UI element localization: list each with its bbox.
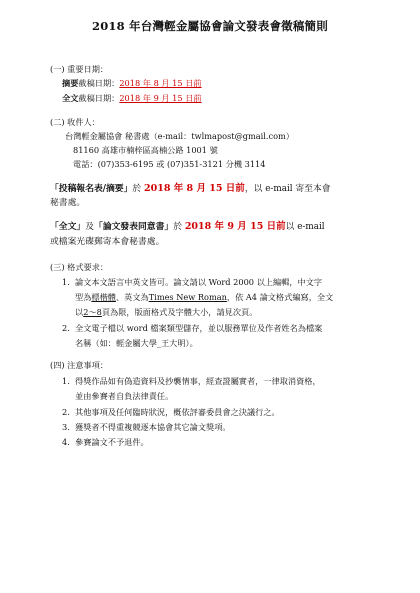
format-item-2-number: 2. <box>62 323 70 333</box>
fulltext-submission-note <box>50 221 325 233</box>
page-limit: 2～8 <box>83 307 102 317</box>
format-item-1-line1: 論文本文語言中英文皆可。論文請以 Word 2000 以上編輯，中文字 <box>75 277 323 287</box>
fulltext-doc-name: 「全文」 <box>50 222 86 232</box>
section-important-dates-header: (一) 重要日期： <box>50 64 109 74</box>
chinese-font-name: 標楷體 <box>91 292 116 302</box>
text-yu: 於 <box>173 222 183 232</box>
format-item-2-line2: 名稱（如：輕金屬大學_王大明）。 <box>75 338 198 348</box>
fulltext-submission-note-line2: 或檔案光碟郵寄本會秘書處。 <box>50 237 165 247</box>
section-recipient-header: (二) 收件人： <box>50 117 100 127</box>
fulltext-submission-rest: 以 e-mail <box>285 222 325 232</box>
text-yu: 於 <box>132 184 142 194</box>
abstract-submission-note-line2: 秘書處。 <box>50 198 86 208</box>
abstract-submission-date: 2018 年 8 月 15 日前 <box>144 183 245 194</box>
text-fragment: 頁為限，版面格式及字體大小，請見次頁。 <box>101 307 258 317</box>
fulltext-deadline <box>62 93 202 103</box>
notes-item-1-number: 1. <box>62 376 70 386</box>
text-fragment: 、英文為 <box>115 292 149 302</box>
abstract-label: 摘要 <box>62 78 79 88</box>
format-item-1-line3 <box>75 307 257 317</box>
format-item-1-number: 1. <box>62 277 70 287</box>
text-fragment: ，依 A4 論文格式編寫，全文 <box>226 292 334 302</box>
fulltext-submission-date: 2018 年 9 月 15 日前 <box>184 221 286 232</box>
section-format-header: (三) 格式要求： <box>50 262 109 272</box>
consent-form-name: 「論文發表同意書」 <box>94 222 174 232</box>
section-notes-header: (四) 注意事項： <box>50 360 109 370</box>
notes-item-3-line1: 獲獎者不得重複競逐本協會其它論文獎項。 <box>75 422 231 432</box>
abstract-form-name: 「投稿報名表/摘要」 <box>50 184 133 194</box>
abstract-submission-note <box>50 183 331 195</box>
fulltext-deadline-text: 截稿日期： <box>78 93 120 103</box>
notes-item-2-number: 2. <box>62 407 70 417</box>
abstract-deadline-date: 2018 年 8 月 15 日前 <box>119 78 202 88</box>
recipient-phone: 電話：(07)353-6195 或 (07)351-3121 分機 3114 <box>73 159 266 169</box>
notes-item-4-line1: 參賽論文不予退件。 <box>75 437 149 447</box>
abstract-deadline <box>62 78 202 88</box>
format-item-1-line2 <box>75 292 333 302</box>
english-font-name: Times New Roman <box>148 292 227 302</box>
fulltext-label: 全文 <box>62 93 79 103</box>
page-title: 2018 年台灣輕金屬協會論文發表會徵稿簡則 <box>92 19 328 33</box>
text-ji: 及 <box>85 222 95 232</box>
abstract-deadline-text: 截稿日期： <box>78 78 120 88</box>
notes-item-4-number: 4. <box>62 437 70 447</box>
notes-item-1-line2: 並由參賽者自負法律責任。 <box>75 391 174 401</box>
recipient-org: 台灣輕金屬協會 秘書處（e-mail：twlmapost@gmail.com） <box>65 131 294 141</box>
notes-item-1-line1: 得獎作品如有偽造資料及抄襲情事，經查證屬實者，一律取消資格， <box>75 376 321 386</box>
fulltext-deadline-date: 2018 年 9 月 15 日前 <box>119 93 202 103</box>
recipient-address: 81160 高雄市楠梓區高楠公路 1001 號 <box>73 145 218 155</box>
abstract-submission-rest: ，以 e-mail 寄至本會 <box>244 184 331 194</box>
notes-item-2-line1: 其他事項及任何臨時狀況，概依評審委員會之決議行之。 <box>75 407 280 417</box>
text-fragment: 以 <box>75 307 84 317</box>
text-fragment: 型為 <box>75 292 92 302</box>
format-item-2-line1: 全文電子檔以 word 檔案類型儲存，並以服務單位及作者姓名為檔案 <box>75 323 323 333</box>
notes-item-3-number: 3. <box>62 422 70 432</box>
